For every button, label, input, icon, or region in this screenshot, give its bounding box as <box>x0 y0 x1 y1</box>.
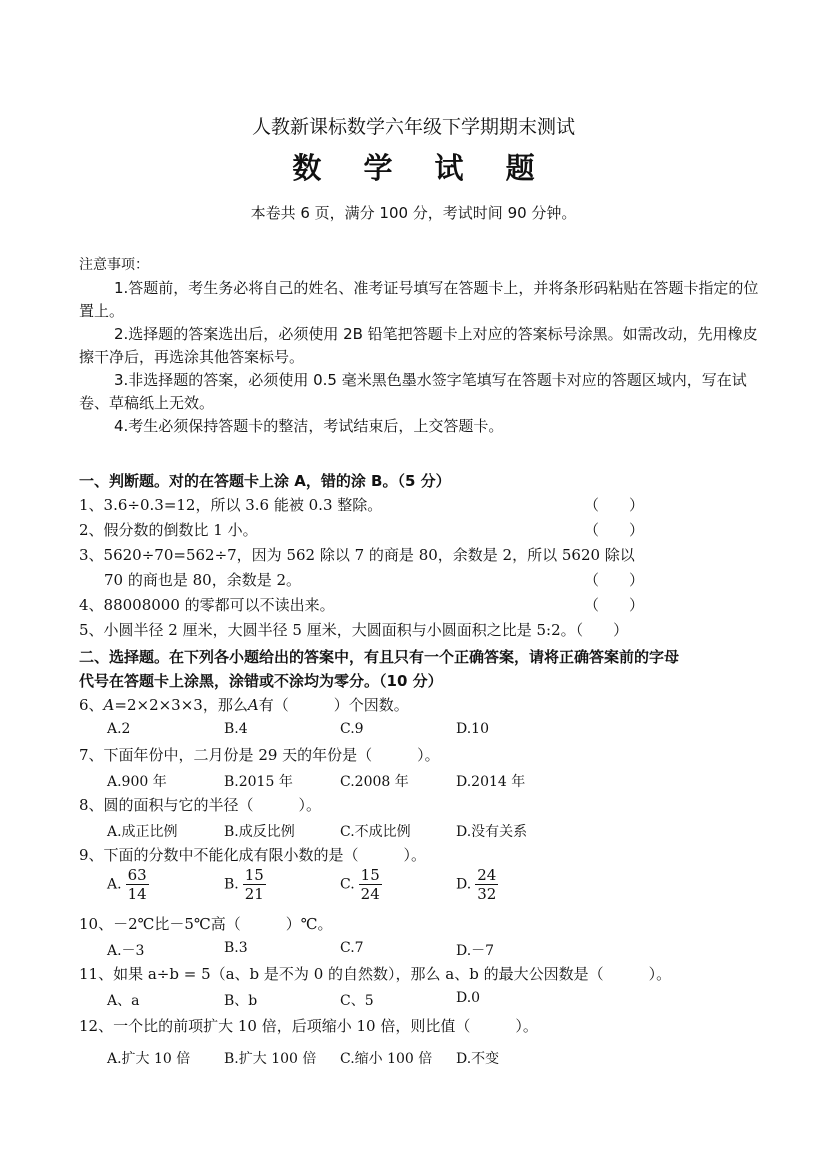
q12-option-c: C.缩小 100 倍 <box>340 1051 433 1067</box>
section1-title: 一、判断题。对的在答题卡上涂 A，错的涂 B。（5 分） <box>79 472 451 490</box>
question-11: 11、如果 a÷b = 5（a、b 是不为 0 的自然数），那么 a、b 的最大公因数是（ ）。 <box>79 965 672 983</box>
note-item: 1.答题前，考生务必将自己的姓名、准考证号填写在答题卡上，并将条形码粘贴在答题卡指定的位置上。 <box>79 279 759 320</box>
q9-option-a: A. $\frac{63}{14}$ <box>107 866 147 903</box>
q10-option-d: D.－7 <box>456 943 495 959</box>
q12-option-b: B.扩大 100 倍 <box>224 1051 317 1067</box>
q10-option-a: A.－3 <box>107 943 145 959</box>
question-4: 4、88008000 的零都可以不读出来。 <box>79 596 335 614</box>
question-7: 7、下面年份中，二月份是 29 天的年份是（ ）。 <box>79 746 440 764</box>
q9-option-d: D. $\frac{24}{32}$ <box>456 866 497 903</box>
notes-heading: 注意事项： <box>79 257 149 273</box>
q7-option-b: B.2015 年 <box>224 774 293 790</box>
q10-option-c: C.7 <box>340 940 364 956</box>
q6-option-a: A.2 <box>107 721 131 737</box>
q7-option-d: D.2014 年 <box>456 774 526 790</box>
notes-block <box>79 254 759 438</box>
question-8: 8、圆的面积与它的半径（ ）。 <box>79 796 322 814</box>
exam-info: 本卷共 6 页，满分 100 分，考试时间 90 分钟。 <box>250 204 577 222</box>
question-3-line2: 70 的商也是 80，余数是 2。 <box>104 571 302 589</box>
q11-option-c: C、5 <box>340 993 374 1009</box>
answer-paren-1: （ ） <box>584 496 645 514</box>
q8-option-d: D.没有关系 <box>456 824 528 840</box>
answer-paren-3: （ ） <box>584 571 645 589</box>
answer-paren-4: （ ） <box>584 596 645 614</box>
question-6: 6、A=2×2×3×3，那么A有（ ）个因数。 <box>79 696 409 714</box>
question-1: 1、3.6÷0.3=12，所以 3.6 能被 0.3 整除。 <box>79 496 383 514</box>
section2-title-line2: 代号在答题卡上涂黑，涂错或不涂均为零分。（10 分） <box>79 672 443 690</box>
section2-title-line1: 二、选择题。在下列各小题给出的答案中，有且只有一个正确答案，请将正确答案前的字母 <box>79 648 680 666</box>
fraction: $\frac{24}{32}$ <box>477 866 497 903</box>
q8-option-a: A.成正比例 <box>107 824 178 840</box>
q9-option-b: B. $\frac{15}{21}$ <box>224 866 264 903</box>
q11-option-b: B、b <box>224 993 258 1009</box>
question-2: 2、假分数的倒数比 1 小。 <box>79 521 258 539</box>
note-item: 3.非选择题的答案，必须使用 0.5 毫米黑色墨水签字笔填写在答题卡对应的答题区域内，写在试卷、草稿纸上无效。 <box>79 371 747 412</box>
question-5: 5、小圆半径 2 厘米，大圆半径 5 厘米，大圆面积与小圆面积之比是 5:2。（ ） <box>79 621 629 639</box>
q8-option-c: C.不成比例 <box>340 824 411 840</box>
q11-option-a: A、a <box>107 993 140 1009</box>
fraction: $\frac{63}{14}$ <box>127 866 147 903</box>
q6-option-b: B.4 <box>224 721 248 737</box>
answer-paren-2: （ ） <box>584 521 645 539</box>
q9-option-c: C. $\frac{15}{24}$ <box>340 866 380 903</box>
question-12: 12、一个比的前项扩大 10 倍，后项缩小 10 倍，则比值（ ）。 <box>79 1017 538 1035</box>
q12-option-a: A.扩大 10 倍 <box>107 1051 191 1067</box>
question-10: 10、－2℃比－5℃高（ ）℃。 <box>79 915 333 933</box>
exam-title: 数 学 试 题 <box>292 151 551 185</box>
q6-option-d: D.10 <box>456 721 489 737</box>
question-3-line1: 3、5620÷70=562÷7，因为 562 除以 7 的商是 80，余数是 2，所以 5620 除以 <box>79 546 635 564</box>
note-item: 2.选择题的答案选出后，必须使用 2B 铅笔把答题卡上对应的答案标号涂黑。如需改动，先用橡皮擦干净后，再选涂其他答案标号。 <box>79 325 758 366</box>
fraction: $\frac{15}{24}$ <box>360 866 380 903</box>
note-item: 4.考生必须保持答题卡的整洁，考试结束后，上交答题卡。 <box>114 417 504 435</box>
question-9: 9、下面的分数中不能化成有限小数的是（ ）。 <box>79 846 427 864</box>
q7-option-c: C.2008 年 <box>340 774 409 790</box>
exam-subtitle: 人教新课标数学六年级下学期期末测试 <box>251 116 575 138</box>
q8-option-b: B.成反比例 <box>224 824 295 840</box>
q7-option-a: A.900 年 <box>107 774 167 790</box>
q6-option-c: C.9 <box>340 721 364 737</box>
q12-option-d: D.不变 <box>456 1051 500 1067</box>
q11-option-d: D.0 <box>456 990 481 1006</box>
fraction: $\frac{15}{21}$ <box>244 866 264 903</box>
q10-option-b: B.3 <box>224 940 248 956</box>
